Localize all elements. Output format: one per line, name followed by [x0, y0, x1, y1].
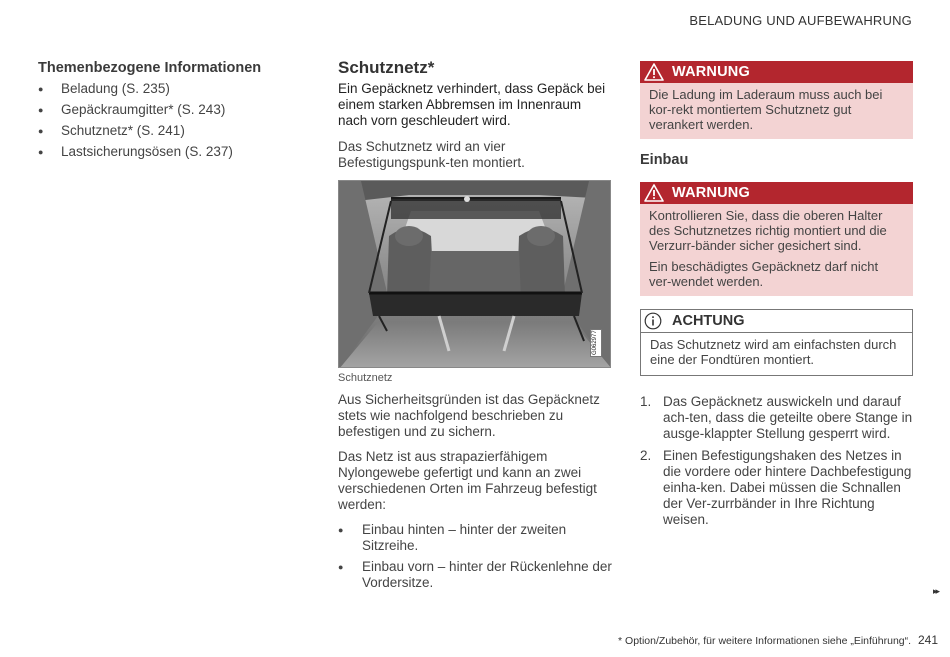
- running-header: BELADUNG UND AUFBEWAHRUNG: [689, 13, 912, 28]
- section-title: Schutznetz*: [338, 58, 435, 77]
- warning-text: Kontrollieren Sie, dass die oberen Halter des Schutznetzes richtig montiert und die Verzurr-bänder sicher gesichert sind.: [649, 208, 887, 253]
- installation-heading: Einbau: [640, 152, 689, 168]
- cargo-net-illustration: [338, 180, 611, 368]
- warning-body: [640, 83, 913, 139]
- right-column: [640, 61, 913, 534]
- mounting-option-rear: ● Einbau hinten – hinter der zweiten Sitzreihe.: [338, 522, 613, 554]
- warning-box-mounting: [640, 182, 913, 296]
- related-link-schutznetz[interactable]: ● Schutznetz* (S. 241): [38, 122, 298, 140]
- warning-header: [640, 61, 913, 83]
- related-link-beladung[interactable]: ● Beladung (S. 235): [38, 80, 298, 98]
- related-info-column: [38, 58, 298, 164]
- warning-text: Ein beschädigtes Gepäcknetz darf nicht ver-wendet werden.: [649, 259, 879, 289]
- page-number: 241: [917, 633, 938, 647]
- installation-steps: [640, 394, 913, 528]
- installation-step: [640, 394, 913, 442]
- mounting-option-front: ● Einbau vorn – hinter der Rückenlehne der Vordersitze.: [338, 559, 613, 591]
- warning-box-load: [640, 61, 913, 139]
- note-title: ACHTUNG: [672, 313, 745, 329]
- warning-triangle-icon: [644, 63, 664, 81]
- figure-caption: Schutznetz: [338, 372, 393, 384]
- page-footer: [618, 633, 938, 647]
- cargo-net-drawing: [339, 181, 611, 368]
- related-info-title: Themenbezogene Informationen: [38, 60, 262, 76]
- installation-step: [640, 448, 913, 528]
- intro-paragraph: Das Schutznetz wird an vier Befestigungspunk-ten montiert.: [338, 139, 525, 170]
- step-number: 2.: [640, 448, 652, 463]
- figure-code: G062977: [590, 329, 602, 357]
- lead-paragraph: Ein Gepäcknetz verhindert, dass Gepäck bei einem starken Abbremsen im Innenraum nach vorn geschleudert wird.: [338, 81, 606, 128]
- note-text: Das Schutznetz wird am einfachsten durch eine der Fondtüren montiert.: [650, 337, 897, 367]
- safety-paragraph: Aus Sicherheitsgründen ist das Gepäcknetz stets wie nachfolgend beschrieben zu befestigen und zu sichern.: [338, 392, 600, 439]
- continue-arrows-icon: ▸▸: [932, 586, 938, 596]
- warning-triangle-icon: [644, 184, 664, 202]
- note-box: [640, 309, 913, 376]
- main-column: [338, 58, 613, 596]
- step-number: 1.: [640, 394, 652, 409]
- warning-text: Die Ladung im Laderaum muss auch bei kor-rekt montiertem Schutznetz gut verankert werden.: [649, 87, 883, 132]
- material-paragraph: Das Netz ist aus strapazierfähigem Nylongewebe gefertigt und kann an zwei verschiedenen Orten im Fahrzeug befestigt werden:: [338, 449, 597, 512]
- warning-title: WARNUNG: [672, 185, 750, 201]
- info-circle-icon: [644, 312, 662, 330]
- step-text: Einen Befestigungshaken des Netzes in die vordere oder hintere Dachbefestigung einha-ken. Dabei müssen die Schnallen der Ver-zurrbänder in Ihre Richtung weisen.: [663, 448, 912, 527]
- note-header: [641, 310, 912, 333]
- warning-body: [640, 204, 913, 296]
- related-link-lastsicherungsoesen[interactable]: ● Lastsicherungsösen (S. 237): [38, 143, 298, 161]
- related-link-gepaeckraumgitter[interactable]: ● Gepäckraumgitter* (S. 243): [38, 101, 298, 119]
- warning-title: WARNUNG: [672, 64, 750, 80]
- warning-header: [640, 182, 913, 204]
- related-info-list: [38, 80, 298, 161]
- mounting-options-list: [338, 522, 613, 591]
- step-text: Das Gepäcknetz auswickeln und darauf ach-ten, dass die geteilte obere Stange in ausge-klappter Stellung gesperrt wird.: [663, 394, 913, 441]
- footer-note: * Option/Zubehör, für weitere Informationen siehe „Einführung“.: [618, 635, 912, 647]
